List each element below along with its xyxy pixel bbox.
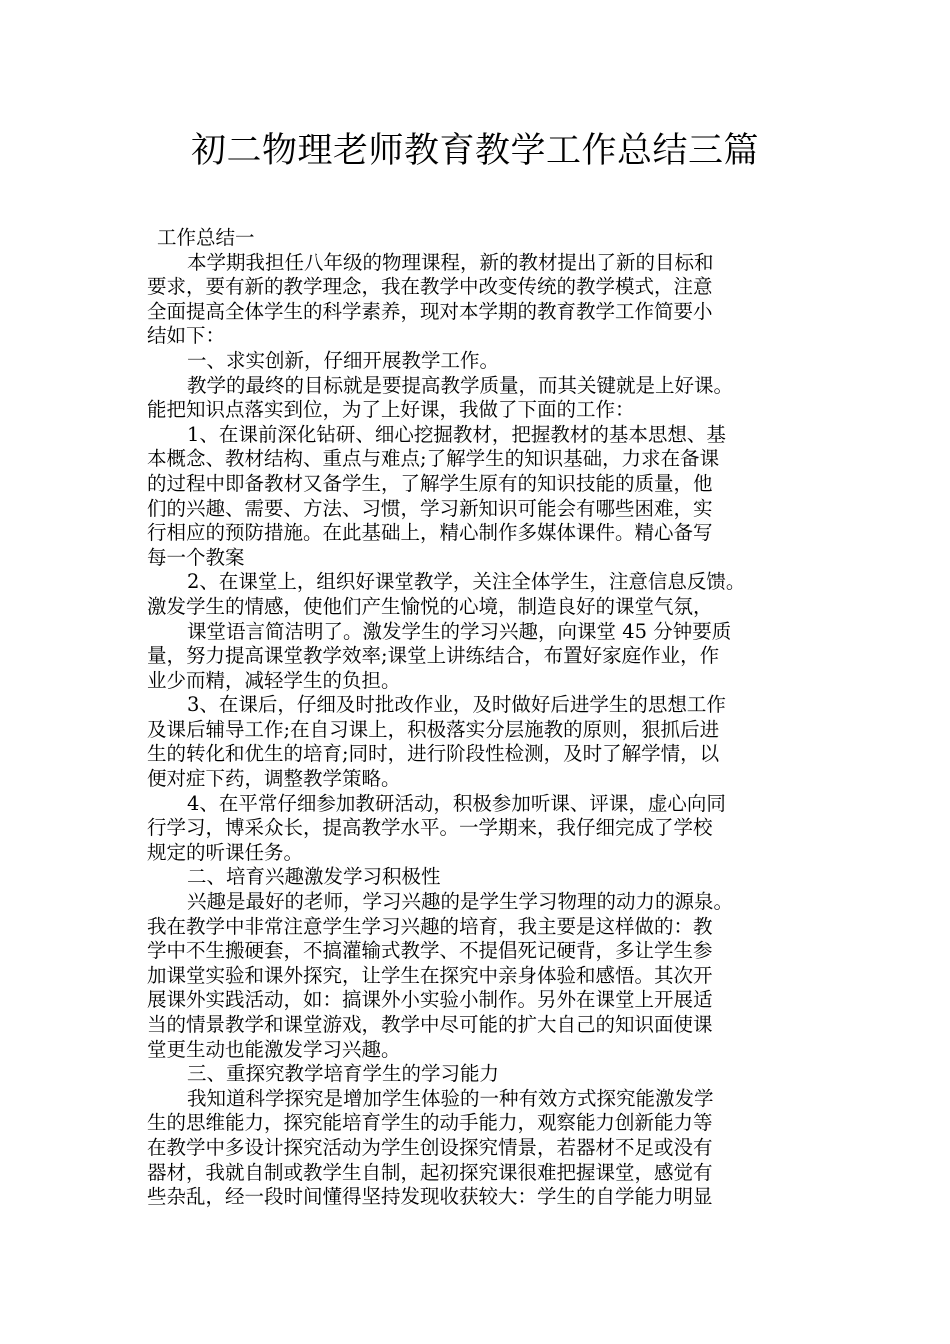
text-line: 规定的听课任务。	[147, 840, 304, 864]
subheading-line: 三、重探究教学培育学生的学习能力	[187, 1062, 500, 1086]
text-line: 便对症下药，调整教学策略。	[147, 767, 401, 791]
text-line: 能把知识点落实到位，为了上好课，我做了下面的工作：	[147, 398, 635, 422]
text-line: 每一个教案	[147, 545, 245, 569]
text-line: 学中不生搬硬套，不搞灌输式教学、不提倡死记硬背，多让学生参	[147, 939, 713, 963]
text-line: 堂更生动也能激发学习兴趣。	[147, 1037, 401, 1061]
text-line: 兴趣是最好的老师，学习兴趣的是学生学习物理的动力的源泉。	[187, 890, 734, 914]
text-line: 在教学中多设计探究活动为学生创设探究情景，若器材不足或没有	[147, 1135, 713, 1159]
text-line: 些杂乱，经一段时间懂得坚持发现收获较大：学生的自学能力明显	[147, 1185, 713, 1209]
text-line: 生的转化和优生的培育;同时，进行阶段性检测，及时了解学情，以	[147, 742, 720, 766]
text-line: 的过程中即备教材又备学生，了解学生原有的知识技能的质量，他	[147, 471, 713, 495]
document-body	[147, 226, 811, 1210]
text-line: 量，努力提高课堂教学效率;课堂上讲练结合，布置好家庭作业，作	[147, 644, 720, 668]
text-line: 2、在课堂上，组织好课堂教学，关注全体学生，注意信息反馈。	[187, 570, 746, 594]
text-line: 结如下：	[147, 324, 226, 348]
text-line: 课堂语言简洁明了。激发学生的学习兴趣，向课堂 45 分钟要质	[187, 619, 732, 643]
text-line: 展课外实践活动，如：搞课外小实验小制作。另外在课堂上开展适	[147, 988, 713, 1012]
text-line: 器材，我就自制或教学生自制，起初探究课很难把握课堂，感觉有	[147, 1160, 713, 1184]
section-heading: 工作总结一	[157, 226, 255, 249]
text-line: 本学期我担任八年级的物理课程，新的教材提出了新的目标和	[187, 250, 714, 274]
subheading-line: 一、求实创新，仔细开展教学工作。	[187, 348, 500, 372]
text-line: 全面提高全体学生的科学素养，现对本学期的教育教学工作简要小	[147, 299, 713, 323]
text-line: 4、在平常仔细参加教研活动，积极参加听课、评课，虚心向同	[187, 791, 726, 815]
text-line: 本概念、教材结构、重点与难点;了解学生的知识基础，力求在备课	[147, 447, 720, 471]
document-title: 初二物理老师教育教学工作总结三篇	[190, 131, 759, 171]
text-line: 们的兴趣、需要、方法、习惯，学习新知识可能会有哪些困难，实	[147, 496, 713, 520]
text-line: 业少而精，减轻学生的负担。	[147, 668, 401, 692]
text-line: 激发学生的情感，使他们产生愉悦的心境，制造良好的课堂气氛，	[147, 594, 713, 618]
text-line: 当的情景教学和课堂游戏，教学中尽可能的扩大自己的知识面使课	[147, 1013, 713, 1036]
text-line: 我在教学中非常注意学生学习兴趣的培育，我主要是这样做的：教	[147, 914, 713, 938]
text-line: 要求，要有新的教学理念，我在教学中改变传统的教学模式，注意	[147, 275, 713, 299]
text-line: 加课堂实验和课外探究，让学生在探究中亲身体验和感悟。其次开	[147, 963, 713, 987]
text-line: 行学习，博采众长，提高教学水平。一学期来，我仔细完成了学校	[147, 816, 713, 840]
text-line: 教学的最终的目标就是要提高教学质量，而其关键就是上好课。	[187, 373, 734, 397]
text-line: 我知道科学探究是增加学生体验的一种有效方式探究能激发学	[187, 1086, 714, 1110]
text-line: 行相应的预防措施。在此基础上，精心制作多媒体课件。精心备写	[147, 521, 713, 545]
text-line: 3、在课后，仔细及时批改作业，及时做好后进学生的思想工作	[187, 693, 726, 717]
text-line: 及课后辅导工作;在自习课上，积极落实分层施教的原则，狠抓后进	[147, 717, 720, 741]
text-line: 生的思维能力，探究能培育学生的动手能力，观察能力创新能力等	[147, 1111, 713, 1135]
subheading-line: 二、培育兴趣激发学习积极性	[187, 865, 441, 889]
text-line: 1、在课前深化钻研、细心挖掘教材，把握教材的基本思想、基	[187, 422, 726, 446]
